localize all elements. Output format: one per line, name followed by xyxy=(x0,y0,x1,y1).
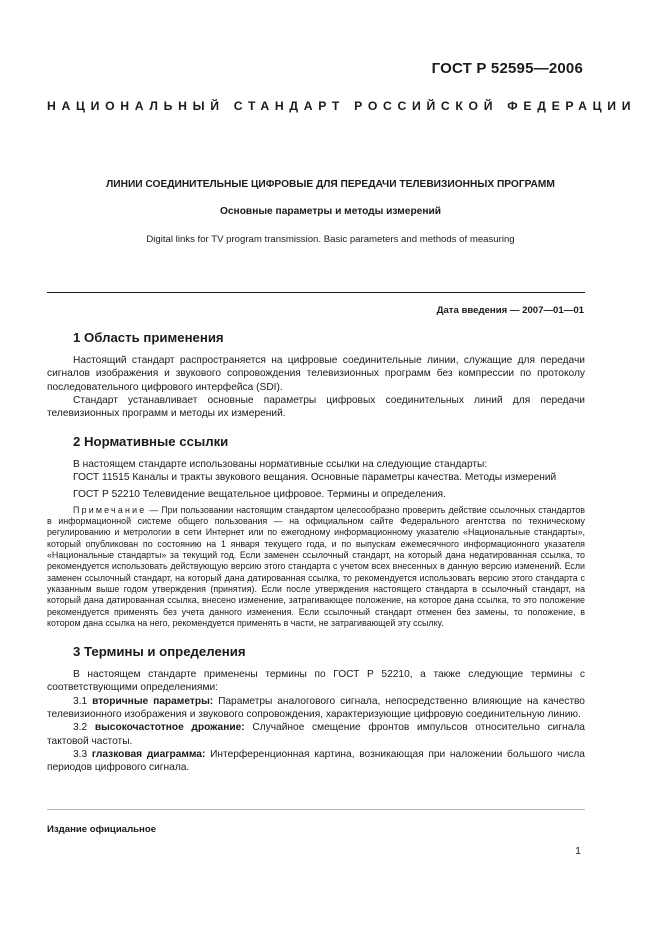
term-name: высокочастотное дрожание: xyxy=(94,722,245,734)
term-number: 3.2 xyxy=(73,722,88,734)
document-title: ЛИНИИ СОЕДИНИТЕЛЬНЫЕ ЦИФРОВЫЕ ДЛЯ ПЕРЕДАЧИ ТЕЛЕВИЗИОННЫХ ПРОГРАММ xyxy=(106,179,555,190)
paragraph: Стандарт устанавливает основные параметры цифровых соединительных линий для передачи телевизионных программ и методы их измерений. xyxy=(47,394,585,420)
page-number: 1 xyxy=(575,845,581,857)
paragraph: Настоящий стандарт распространяется на цифровые соединительные линии, служащие для передачи сигналов изображения и звукового сопровождения телевизионных программ без компрессии по протоколу последовательного цифрового интерфейса (SDI). xyxy=(47,355,585,393)
paragraph: ГОСТ 11515 Каналы и тракты звукового вещания. Основные параметры качества. Методы измерений xyxy=(73,472,557,484)
term-definition xyxy=(47,695,585,722)
term-definition xyxy=(47,721,585,748)
paragraph: В настоящем стандарте использованы нормативные ссылки на следующие стандарты: xyxy=(73,459,488,470)
term-text: Интерференционная картина, возникающая при наложении большого числа периодов цифрового сигнала. xyxy=(47,748,585,774)
document-body xyxy=(47,329,585,775)
note-label: Примечание xyxy=(73,504,147,515)
term-text: Параметры аналогового сигнала, непосредственно влияющие на качество телевизионного изображения и звукового сопровождения, характеризующие цифровую соединительную линию. xyxy=(47,695,585,721)
section-heading: 1 Область применения xyxy=(73,330,224,345)
standard-number: ГОСТ Р 52595—2006 xyxy=(431,60,583,77)
note-text: — При пользовании настоящим стандартом целесообразно проверить действие ссылочных стандартов в информационной системе общего пользования — на официальном сайте Федерального агентства по техническому регулированию и метрологии в сети Интернет или по ежегодному информационному указателю «Национальные стандарты», который опубликован по состоянию на 1 января текущего года, и по выпускам ежемесячного информационного указателя «Национальные стандарты» за текущий год. Если заменен ссылочный стандарт, на который дана недатированная ссылка, то рекомендуется использовать действующую версию этого стандарта с учетом всех внесенных в данную версию изменений. Если заменен ссылочный стандарт, на который дана датированная ссылка, то рекомендуется использовать версию этого стандарта с указанным выше годом утверждения (принятия). Если после утверждения настоящего стандарта в ссылочный стандарт, на который дана датированная ссылка, внесено изменение, затрагивающее положение, на которое дана ссылка, то это положение рекомендуется применять без учета данного изменения. Если ссылочный стандарт отменен без замены, то положение, в котором дана ссылка на него, рекомендуется применять в части, не затрагивающей эту ссылку. xyxy=(47,504,585,628)
term-number: 3.1 xyxy=(73,695,88,707)
term-number: 3.3 xyxy=(73,748,88,760)
paragraph: В настоящем стандарте применены термины по ГОСТ Р 52210, а также следующие термины с соответствующими определениями: xyxy=(47,669,585,694)
term-name: вторичные параметры: xyxy=(92,695,214,707)
official-edition-label: Издание официальное xyxy=(47,824,157,835)
note xyxy=(47,505,585,629)
paragraph: ГОСТ Р 52210 Телевидение вещательное цифровое. Термины и определения. xyxy=(73,488,446,500)
term-text: Случайное смещение фронтов импульсов относительно сигнала тактовой частоты. xyxy=(47,722,585,747)
document-subtitle: Основные параметры и методы измерений xyxy=(219,206,442,217)
term-definition xyxy=(47,748,585,775)
section-terms xyxy=(47,643,585,774)
term-name: глазковая диаграмма: xyxy=(91,748,206,760)
section-heading: 3 Термины и определения xyxy=(73,644,246,660)
section-references xyxy=(47,433,585,629)
introduction-date: Дата введения — 2007—01—01 xyxy=(436,305,584,316)
national-standard-heading: НАЦИОНАЛЬНЫЙ СТАНДАРТ РОССИЙСКОЙ ФЕДЕРАЦИИ xyxy=(47,99,637,113)
section-scope xyxy=(47,329,585,418)
footer-divider xyxy=(47,809,585,810)
english-title: Digital links for TV program transmission. Basic parameters and methods of measuring xyxy=(146,234,515,245)
title-divider xyxy=(47,292,585,293)
section-heading: 2 Нормативные ссылки xyxy=(73,434,229,449)
